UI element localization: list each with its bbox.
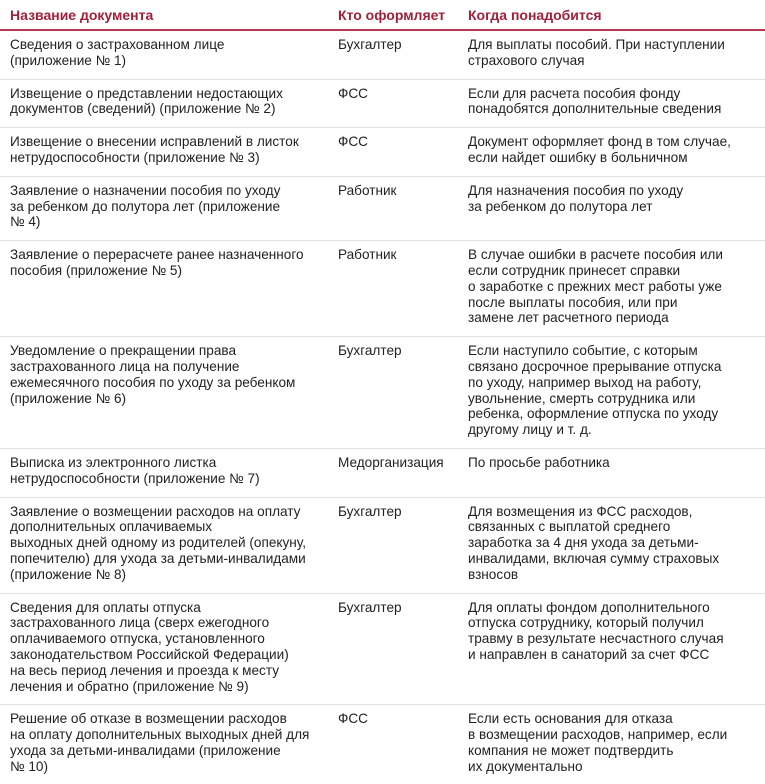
cell-when: Если для расчета пособия фонду понадобятся дополнительные сведения <box>458 79 765 128</box>
cell-document: Сведения для оплаты отпуска застрахованного лица (сверх ежегодного оплачиваемого отпуска, установленного законодательством Российской Федерации) на весь период лечения и проезда к месту лечения и обратно (приложение № 9) <box>0 593 328 705</box>
cell-document: Заявление о перерасчете ранее назначенного пособия (приложение № 5) <box>0 241 328 337</box>
table-row <box>0 448 765 497</box>
cell-document: Выписка из электронного листка нетрудоспособности (приложение № 7) <box>0 448 328 497</box>
cell-document: Заявление о возмещении расходов на оплату дополнительных оплачиваемых выходных дней одному из родителей (опекуну, попечителю) для ухода за детьми-инвалидами (приложение № 8) <box>0 497 328 593</box>
cell-who: Бухгалтер <box>328 30 458 79</box>
cell-when: В случае ошибки в расчете пособия или если сотрудник принесет справки о заработке с прежних мест работы уже после выплаты пособия, или при замене лет расчетного периода <box>458 241 765 337</box>
cell-who: Работник <box>328 241 458 337</box>
table-row <box>0 176 765 240</box>
cell-when: Для оплаты фондом дополнительного отпуска сотруднику, который получил травму в результате несчастного случая и направлен в санаторий за счет ФСС <box>458 593 765 705</box>
table-row <box>0 497 765 593</box>
table-row <box>0 30 765 79</box>
table-row <box>0 705 765 784</box>
cell-document: Заявление о назначении пособия по уходу за ребенком до полутора лет (приложение № 4) <box>0 176 328 240</box>
cell-when: По просьбе работника <box>458 448 765 497</box>
cell-who: Работник <box>328 176 458 240</box>
cell-document: Извещение о внесении исправлений в листок нетрудоспособности (приложение № 3) <box>0 128 328 177</box>
cell-who: Медорганизация <box>328 448 458 497</box>
cell-who: ФСС <box>328 79 458 128</box>
cell-document: Решение об отказе в возмещении расходов на оплату дополнительных выходных дней для ухода за детьми-инвалидами (приложение № 10) <box>10 711 310 774</box>
cell-who: Бухгалтер <box>328 497 458 593</box>
table-row <box>0 128 765 177</box>
cell-when: Документ оформляет фонд в том случае, если найдет ошибку в больничном <box>458 128 765 177</box>
header-who-issues: Кто оформляет <box>328 0 458 30</box>
cell-document: Извещение о представлении недостающих документов (сведений) (приложение № 2) <box>0 79 328 128</box>
header-document-name: Название документа <box>0 0 328 30</box>
table-row <box>0 337 765 449</box>
cell-who: ФСС <box>328 128 458 177</box>
cell-who: Бухгалтер <box>328 337 458 449</box>
cell-who: ФСС <box>338 711 368 727</box>
cell-when: Для возмещения из ФСС расходов, связанных с выплатой среднего заработка за 4 дня ухода за детьми- инвалидами, включая сумму страховых взносов <box>458 497 765 593</box>
cell-when: Если наступило событие, с которым связано досрочное прерывание отпуска по уходу, например выход на работу, увольнение, смерть сотрудника или ребенка, оформление отпуска по уходу другому лицу и т. д. <box>458 337 765 449</box>
cell-document: Сведения о застрахованном лице (приложение № 1) <box>0 30 328 79</box>
cell-when: Если есть основания для отказа в возмещении расходов, например, если компания не может подтвердить их документально <box>468 711 728 774</box>
header-when-needed: Когда понадобится <box>458 0 765 30</box>
cell-when: Для назначения пособия по уходу за ребенком до полутора лет <box>458 176 765 240</box>
table-row <box>0 241 765 337</box>
cell-when: Для выплаты пособий. При наступлении страхового случая <box>458 30 765 79</box>
table-row <box>0 79 765 128</box>
cell-who: Бухгалтер <box>328 593 458 705</box>
table-header-row <box>0 0 765 30</box>
cell-document: Уведомление о прекращении права застрахованного лица на получение ежемесячного пособия по уходу за ребенком (приложение № 6) <box>0 337 328 449</box>
table-row <box>0 593 765 705</box>
